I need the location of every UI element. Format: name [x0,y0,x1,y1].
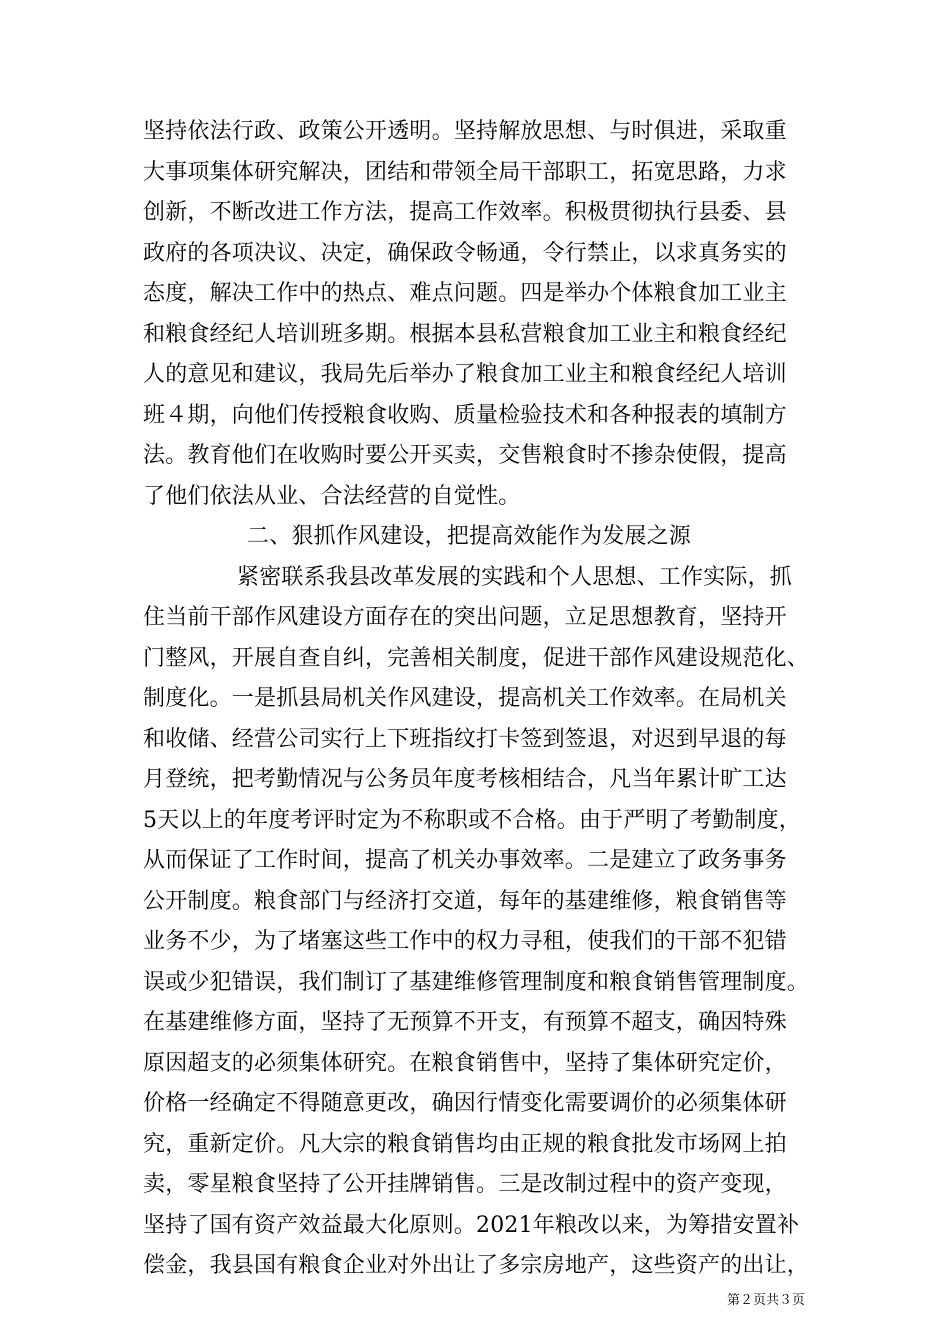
body-line: 5天以上的年度考评时定为不称职或不合格。由于严明了考勤制度， [143,807,801,833]
body-line: 大事项集体研究解决，团结和带领全局干部职工，拓宽思路，力求 [143,159,787,185]
body-line: 业务不少，为了堵塞这些工作中的权力寻租，使我们的干部不犯错 [143,929,787,954]
body-line: 原因超支的必须集体研究。在粮食销售中，坚持了集体研究定价， [143,1050,787,1076]
body-line: 卖，零星粮食坚持了公开挂牌销售。三是改制过程中的资产变现， [143,1172,787,1197]
body-line: 和收储、经营公司实行上下班指纹打卡签到签退，对迟到早退的每 [143,726,787,752]
body-line: 了他们依法从业、合法经营的自觉性。 [143,483,521,509]
body-line: 偿金，我县国有粮食企业对外出让了多宗房地产，这些资产的出让， [143,1253,810,1278]
body-line: 政府的各项决议、决定，确保政令畅通，令行禁止，以求真务实的 [143,240,787,266]
body-line: 和粮食经纪人培训班多期。根据本县私营粮食加工业主和粮食经纪 [143,321,787,347]
body-line: 价格一经确定不得随意更改，确因行情变化需要调价的必须集体研 [143,1091,787,1116]
body-line: 门整风，开展自查自纠，完善相关制度，促进干部作风建设规范化、 [143,645,810,671]
body-line: 误或少犯错误，我们制订了基建维修管理制度和粮食销售管理制度。 [143,969,810,995]
body-line: 月登统，把考勤情况与公务员年度考核相结合，凡当年累计旷工达 [143,767,787,792]
body-line: 班４期，向他们传授粮食收购、质量检验技术和各种报表的填制方 [143,402,787,428]
body-line: 态度，解决工作中的热点、难点问题。四是举办个体粮食加工业主 [143,281,787,306]
body-line: 法。教育他们在收购时要公开买卖，交售粮食时不掺杂使假，提高 [143,443,787,468]
body-line: 究，重新定价。凡大宗的粮食销售均由正规的粮食批发市场网上拍 [143,1131,787,1157]
body-line: 坚持了国有资产效益最大化原则。2021年粮改以来，为筹措安置补 [143,1212,800,1238]
body-line: 坚持依法行政、政策公开透明。坚持解放思想、与时俱进，采取重 [143,119,787,144]
section-heading: 二、狠抓作风建设，把提高效能作为发展之源 [247,524,692,549]
paragraph-first-line: 紧密联系我县改革发展的实践和个人思想、工作实际，抓 [237,564,793,590]
body-line: 从而保证了工作时间，提高了机关办事效率。二是建立了政务事务 [143,848,787,873]
body-line: 住当前干部作风建设方面存在的突出问题，立足思想教育，坚持开 [143,605,787,630]
page-number-footer: 第２页共３页 [726,1293,805,1308]
body-line: 制度化。一是抓县局机关作风建设，提高机关工作效率。在局机关 [143,686,787,711]
body-line: 创新，不断改进工作方法，提高工作效率。积极贯彻执行县委、县 [143,200,787,225]
body-line: 在基建维修方面，坚持了无预算不开支，有预算不超支，确因特殊 [143,1010,787,1035]
body-line: 公开制度。粮食部门与经济打交道，每年的基建维修，粮食销售等 [143,888,787,914]
body-line: 人的意见和建议，我局先后举办了粮食加工业主和粮食经纪人培训 [143,362,787,387]
